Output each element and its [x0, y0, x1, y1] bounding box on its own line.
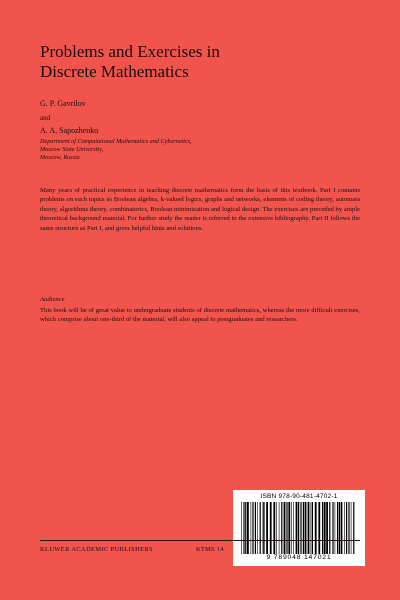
barcode-bar	[270, 502, 272, 554]
barcode-bar	[339, 502, 340, 554]
barcode-bar	[296, 502, 298, 554]
author-1: G. P. Gavrilov	[40, 99, 86, 108]
author-2: A. A. Sapozhenko	[40, 126, 99, 135]
barcode-bar	[293, 502, 294, 554]
barcode-bar	[273, 502, 275, 554]
title-line-1: Problems and Exercises in	[40, 42, 220, 61]
audience-text: This book will be of great value to undergraduate students of discrete mathematics, whereas the more difficult exercises, which comprise about one-third of the material, will also appeal to postgraduates and researchers.	[40, 307, 360, 324]
barcode-bar	[312, 502, 313, 554]
barcode-bar	[247, 502, 249, 554]
barcode-bar	[353, 502, 354, 554]
affiliation-line-3: Moscow, Russia	[40, 154, 80, 162]
barcode-bar	[251, 502, 252, 554]
affiliation-line-1: Department of Computational Mathematics and Cybernetics,	[40, 138, 192, 145]
barcode-label	[233, 490, 365, 566]
book-description: Many years of practical experience in teaching discrete mathematics form the basis of this textbook. Part I contains problems on such topics as Boolean algebra, k-valued logics, graphs and networks, elements of coding theory, automata theory, algorithms theory, combinatorics, Boolean minimization and logical design. The exercises are preceded by ample theoretical background material. For further study the reader is referred to the extensive bibliography. Part II follows the same structure as Part I, and gives helpful hints and solutions.	[40, 187, 360, 232]
barcode-bar	[263, 502, 264, 554]
barcode-bar	[322, 502, 323, 554]
barcode-bar	[264, 502, 265, 554]
barcode-bar	[266, 502, 268, 554]
affiliation-line-2: Moscow State University,	[40, 146, 104, 154]
barcode-bar	[337, 502, 338, 554]
title-line-2: Discrete Mathematics	[40, 62, 189, 81]
barcode-bar	[284, 502, 286, 554]
barcode-bar	[287, 502, 288, 554]
barcode-bar	[255, 502, 256, 554]
barcode-bar	[276, 502, 277, 554]
barcode-bar	[300, 502, 301, 554]
barcode-bar	[279, 502, 280, 554]
barcode-bar	[308, 502, 310, 554]
barcode-number: 9 789048 147021	[266, 554, 332, 561]
barcode-bar	[241, 502, 242, 554]
barcode-bar	[252, 502, 253, 554]
barcode-bar	[335, 502, 336, 554]
barcode-bar	[305, 502, 307, 554]
barcode-bar	[286, 502, 287, 554]
barcode-bar	[326, 502, 328, 554]
barcode-bar	[351, 502, 352, 554]
barcode-bar	[257, 502, 258, 554]
barcode-bar	[291, 502, 292, 554]
barcode-bar	[346, 502, 347, 554]
barcode-bar	[324, 502, 326, 554]
barcode-bar	[318, 502, 320, 554]
author-conjunction: and	[40, 114, 51, 122]
barcode-bar	[332, 502, 333, 554]
publisher-name: KLUWER ACADEMIC PUBLISHERS	[40, 546, 154, 553]
book-title	[40, 42, 370, 82]
footer-rule	[40, 540, 360, 541]
barcode-bar	[311, 502, 312, 554]
barcode-bar	[344, 502, 345, 554]
barcode-bar	[245, 502, 246, 554]
barcode-icon	[241, 502, 357, 554]
barcode-bar	[341, 502, 343, 554]
barcode-bar	[315, 502, 317, 554]
barcode-bar	[260, 502, 261, 554]
series-label: KTMS 14	[196, 546, 224, 553]
barcode-bar	[333, 502, 334, 554]
barcode-bar	[281, 502, 282, 554]
affiliation	[40, 138, 340, 163]
barcode-bar	[288, 502, 290, 554]
barcode-bar	[329, 502, 330, 554]
barcode-bar	[243, 502, 244, 554]
barcode-bar	[303, 502, 304, 554]
audience-heading: Audience	[40, 296, 65, 303]
isbn-text: ISBN 978-90-481-4702-1	[260, 493, 338, 500]
barcode-bar	[348, 502, 349, 554]
barcode-bar	[298, 502, 299, 554]
